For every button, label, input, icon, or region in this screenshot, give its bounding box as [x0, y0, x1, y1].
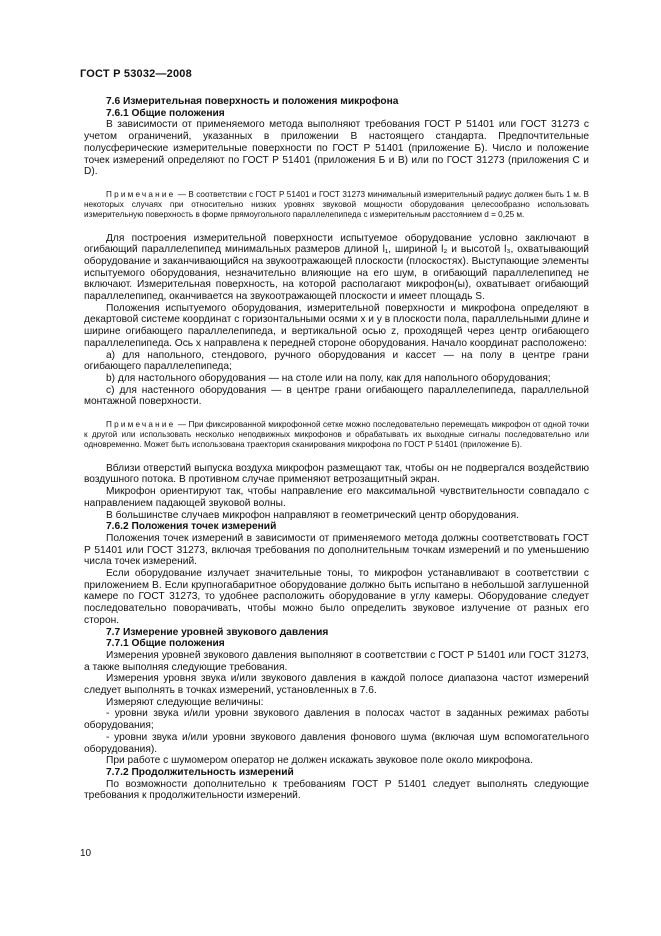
paragraph: Измерения уровней звукового давления выполняют в соответствии с ГОСТ Р 51401 или ГОСТ 31273, а также выполняя следующие требования.	[84, 649, 589, 673]
paragraph: В большинстве случаев микрофон направляют в геометрический центр оборудования.	[106, 509, 519, 521]
paragraph: Положения испытуемого оборудования, измерительной поверхности и микрофона определяют в декартовой системе координат с горизонтальными осями x и y в плоскости пола, параллельными длине и ширине огибающего параллелепипеда, и вертикальной осью z, проходящей через центр огибающего параллелепипеда. Ось x направлена к передней стороне оборудования. Начало координат расположено:	[84, 302, 589, 349]
paragraph: Вблизи отверстий выпуска воздуха микрофон размещают так, чтобы он не подвергался воздействию воздушного потока. В противном случае применяют ветрозащитный экран.	[84, 462, 589, 486]
note-text: — При фиксированной микрофонной сетке можно последовательно перемещать микрофон от одной точки к другой или использовать несколько неподвижных микрофонов и обрабатывать их выходные сигналы последовательно или одновременно. Может быть использована траектория сканирования микрофона по ГОСТ Р 51401 (приложение Б).	[84, 420, 589, 450]
standard-header: ГОСТ Р 53032—2008	[80, 68, 192, 80]
paragraph: Измерения уровня звука и/или звукового давления в каждой полосе диапазона частот измерений следует выполнять в точках измерений, установленных в 7.6.	[84, 673, 589, 697]
paragraph: При работе с шумомером оператор не должен искажать звуковое поле около микрофона.	[106, 755, 533, 767]
note-1	[84, 190, 589, 221]
list-item-b: b) для настольного оборудования — на столе или на полу, как для напольного оборудования;	[106, 372, 551, 384]
list-item: - уровни звука и/или уровни звукового давления в полосах частот в заданных режимах работы оборудования;	[84, 708, 589, 732]
page-body	[84, 96, 589, 802]
paragraph: По возможности дополнительно к требованиям ГОСТ Р 51401 следует выполнять следующие требования к продолжительности измерений.	[84, 778, 589, 802]
paragraph: Для построения измерительной поверхности испытуемое оборудование условно заключают в огибающий параллелепипед минимальных размеров длиной l₁, шириной l₂ и высотой l₃, охватывающий оборудование и заканчивающийся на звукоотражающей плоскости (плоскостях). Выступающие элементы испытуемого оборудования, незначительно влияющие на его шум, в огибающий параллелепипед не включают. Измерительная поверхность, на которой располагают микрофон(ы), охватывает огибающий параллелепипед, оканчивается на звукоотражающей плоскости и имеет площадь S.	[84, 232, 589, 303]
paragraph: Микрофон ориентируют так, чтобы направление его максимальной чувствительности совпадало с направлением падающей звуковой волны.	[84, 486, 589, 509]
paragraph: Измеряют следующие величины:	[106, 696, 264, 708]
section-heading-7-7: 7.7 Измерение уровней звукового давления	[106, 626, 329, 638]
subsection-heading-7-7-2: 7.7.2 Продолжительность измерений	[106, 766, 294, 778]
paragraph: В зависимости от применяемого метода выполняют требования ГОСТ Р 51401 или ГОСТ 31273 с учетом ограничений, указанных в приложении В настоящего стандарта. Предпочтительные полусферические измерительные поверхности по ГОСТ Р 51401 (приложение Б). Число и положение точек измерений определяют по ГОСТ Р 51401 (приложения Б и В) или по ГОСТ 31273 (приложения С и D).	[84, 119, 589, 178]
list-item-c: c) для настенного оборудования — в центре грани огибающего параллелепипеда, параллельной монтажной поверхности.	[84, 384, 589, 408]
note-label: Примечание	[106, 420, 176, 430]
subsection-heading-7-7-1: 7.7.1 Общие положения	[106, 638, 225, 650]
paragraph: Положения точек измерений в зависимости от применяемого метода должны соответствовать ГОСТ Р 51401 или ГОСТ 31273, включая требования по дополнительным точкам измерений и по уменьшению числа точек измерений.	[84, 532, 589, 568]
list-item: - уровни звука и/или уровни звукового давления фонового шума (включая шум вспомогательного оборудования).	[84, 731, 589, 755]
list-item-a: а) для напольного, стендового, ручного оборудования и кассет — на полу в центре грани огибающего параллелепипеда;	[84, 349, 589, 373]
note-text: — В соответствии с ГОСТ Р 51401 и ГОСТ 31273 минимальный измерительный радиус должен быть 1 м. В некоторых случаях при относительно низких уровнях звуковой мощности оборудования целесообразно использовать измерительную поверхность в форме прямоугольного параллелепипеда с измерительным расстоянием d = 0,25 м.	[84, 189, 589, 220]
page-number: 10	[80, 848, 92, 859]
subsection-heading-7-6-1: 7.6.1 Общие положения	[106, 107, 225, 119]
subsection-heading-7-6-2: 7.6.2 Положения точек измерений	[106, 521, 277, 533]
section-heading-7-6: 7.6 Измерительная поверхность и положения микрофона	[106, 96, 399, 107]
note-2	[84, 420, 589, 451]
note-label: Примечание	[106, 189, 176, 199]
paragraph: Если оборудование излучает значительные тоны, то микрофон устанавливают в соответствии с приложением В. Если крупногабаритное оборудование должно быть испытано в небольшой заглушенной камере по ГОСТ 31273, то удобнее расположить оборудование в углу камеры. Оборудование следует последовательно поворачивать, чтобы можно было определить звуковое излучение от разных его сторон.	[84, 568, 589, 626]
